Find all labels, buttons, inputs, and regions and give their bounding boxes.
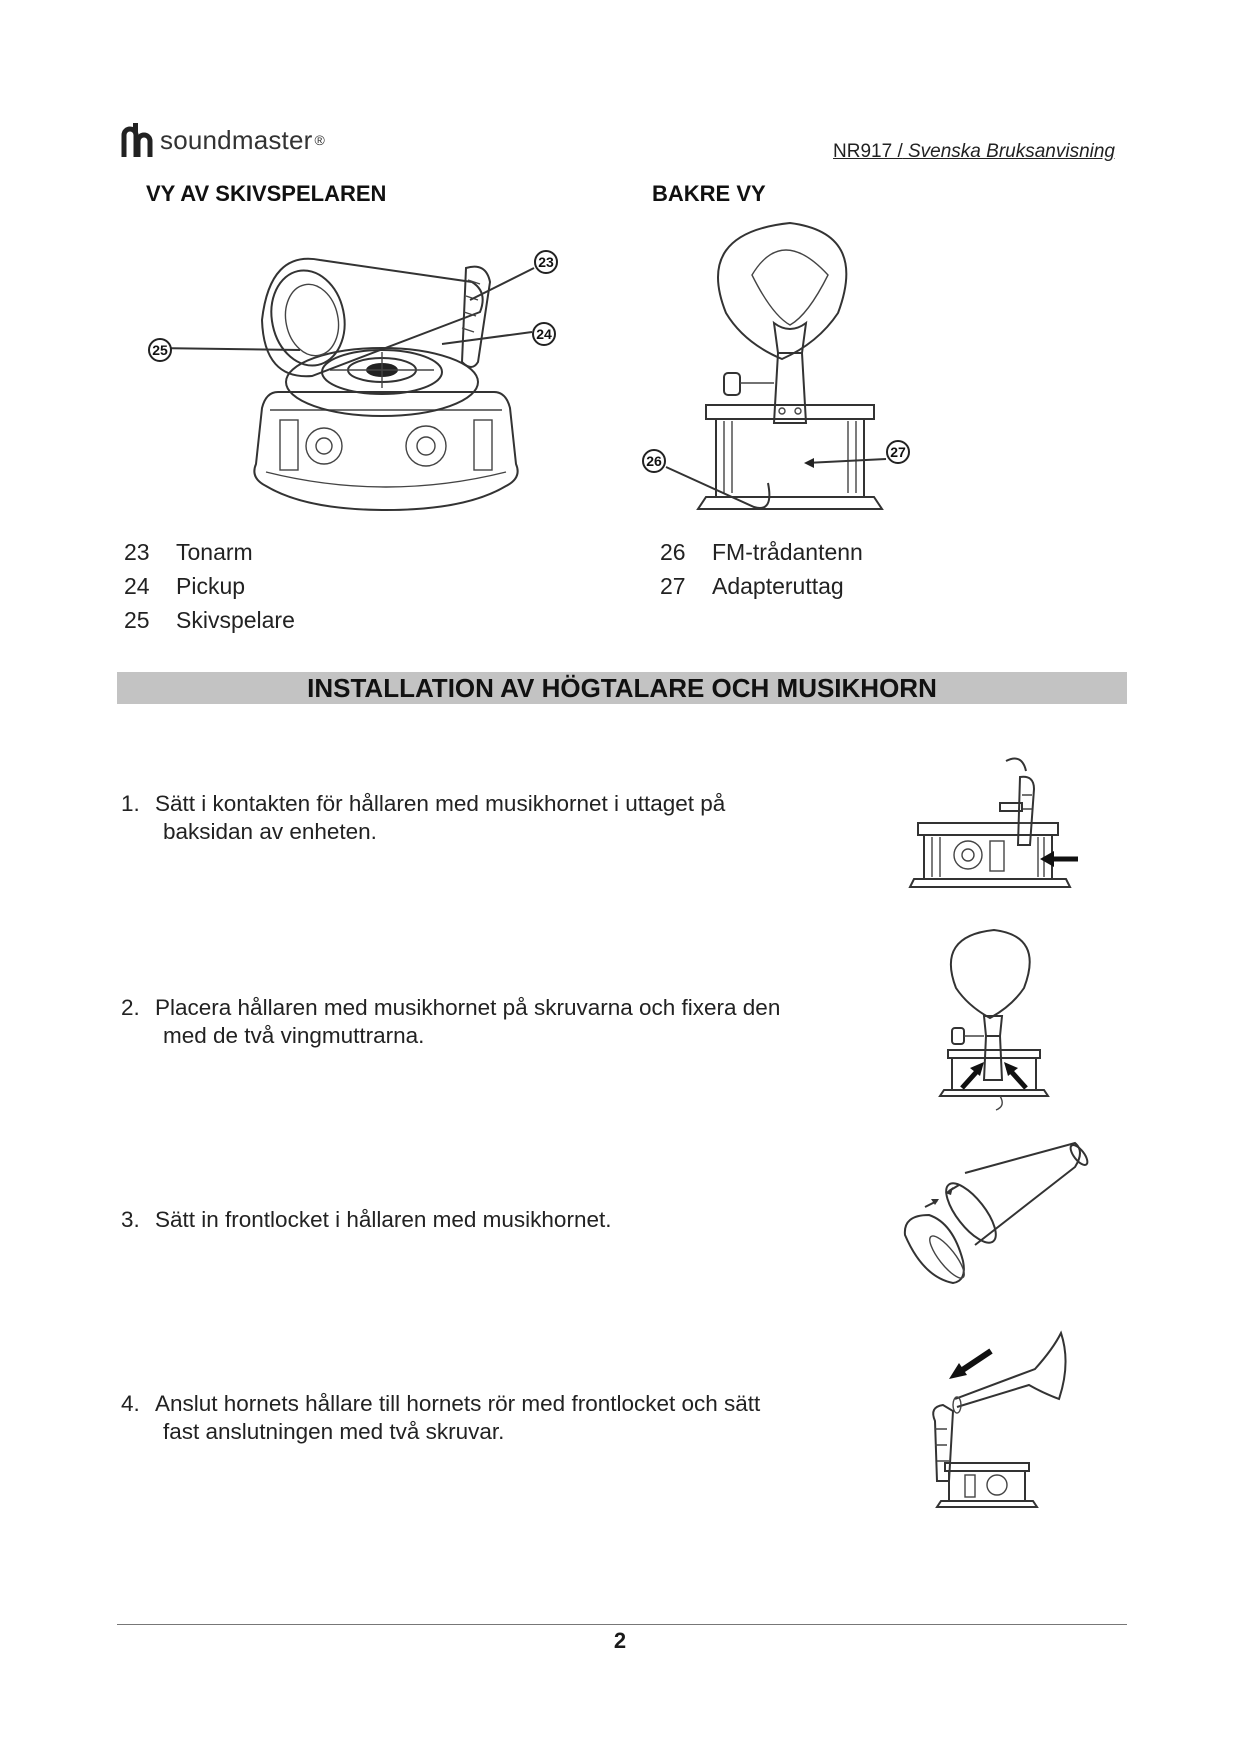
install-step-4: 4. Anslut hornets hållare till hornets rör med frontlocket och sätt fast anslutningen med två skruvar. (121, 1391, 761, 1444)
list-item: 27 Adapteruttag (660, 572, 844, 599)
install-step-1: 1. Sätt i kontakten för hållaren med musikhornet i uttaget på baksidan av enheten. (121, 791, 726, 844)
document-title: Svenska Bruksanvisning (908, 141, 1115, 162)
page-number: 2 (613, 1628, 627, 1653)
install-step-3: 3. Sätt in frontlocket i hållaren med musikhornet. (121, 1207, 612, 1232)
registered-mark: ® (314, 132, 325, 148)
model-number: NR917 / (833, 141, 903, 162)
callout-23: 23 (538, 254, 554, 270)
callout-25: 25 (152, 342, 168, 358)
back-view-title: BAKRE VY (652, 181, 766, 206)
footer-divider (117, 1624, 1127, 1625)
list-item: 23 Tonarm (124, 538, 253, 565)
step-4-illustration (915, 1325, 1075, 1510)
document-reference (833, 141, 1115, 163)
gramophone-back-view-illustration (646, 215, 1040, 525)
step-2-illustration (940, 928, 1050, 1113)
soundmaster-logo-icon (120, 121, 154, 159)
step-1-illustration (910, 755, 1080, 890)
back-view-parts-list (660, 535, 863, 603)
brand-logo (120, 120, 325, 160)
list-item: 24 Pickup (124, 572, 246, 599)
installation-title: INSTALLATION AV HÖGTALARE OCH MUSIKHORN (307, 673, 937, 703)
brand-name: soundmaster (160, 124, 313, 155)
step-3-illustration (895, 1135, 1095, 1305)
callout-27: 27 (890, 444, 906, 460)
list-item: 26 FM-trådantenn (660, 538, 863, 565)
callout-26: 26 (646, 453, 662, 469)
top-view-title: VY AV SKIVSPELAREN (146, 181, 387, 206)
list-item: 25 Skivspelare (124, 606, 295, 633)
callout-24: 24 (536, 326, 552, 342)
top-view-parts-list (124, 535, 295, 637)
install-step-2: 2. Placera hållaren med musikhornet på skruvarna och fixera den med de två vingmuttrarna. (121, 995, 781, 1048)
gramophone-top-view-illustration (130, 240, 590, 520)
